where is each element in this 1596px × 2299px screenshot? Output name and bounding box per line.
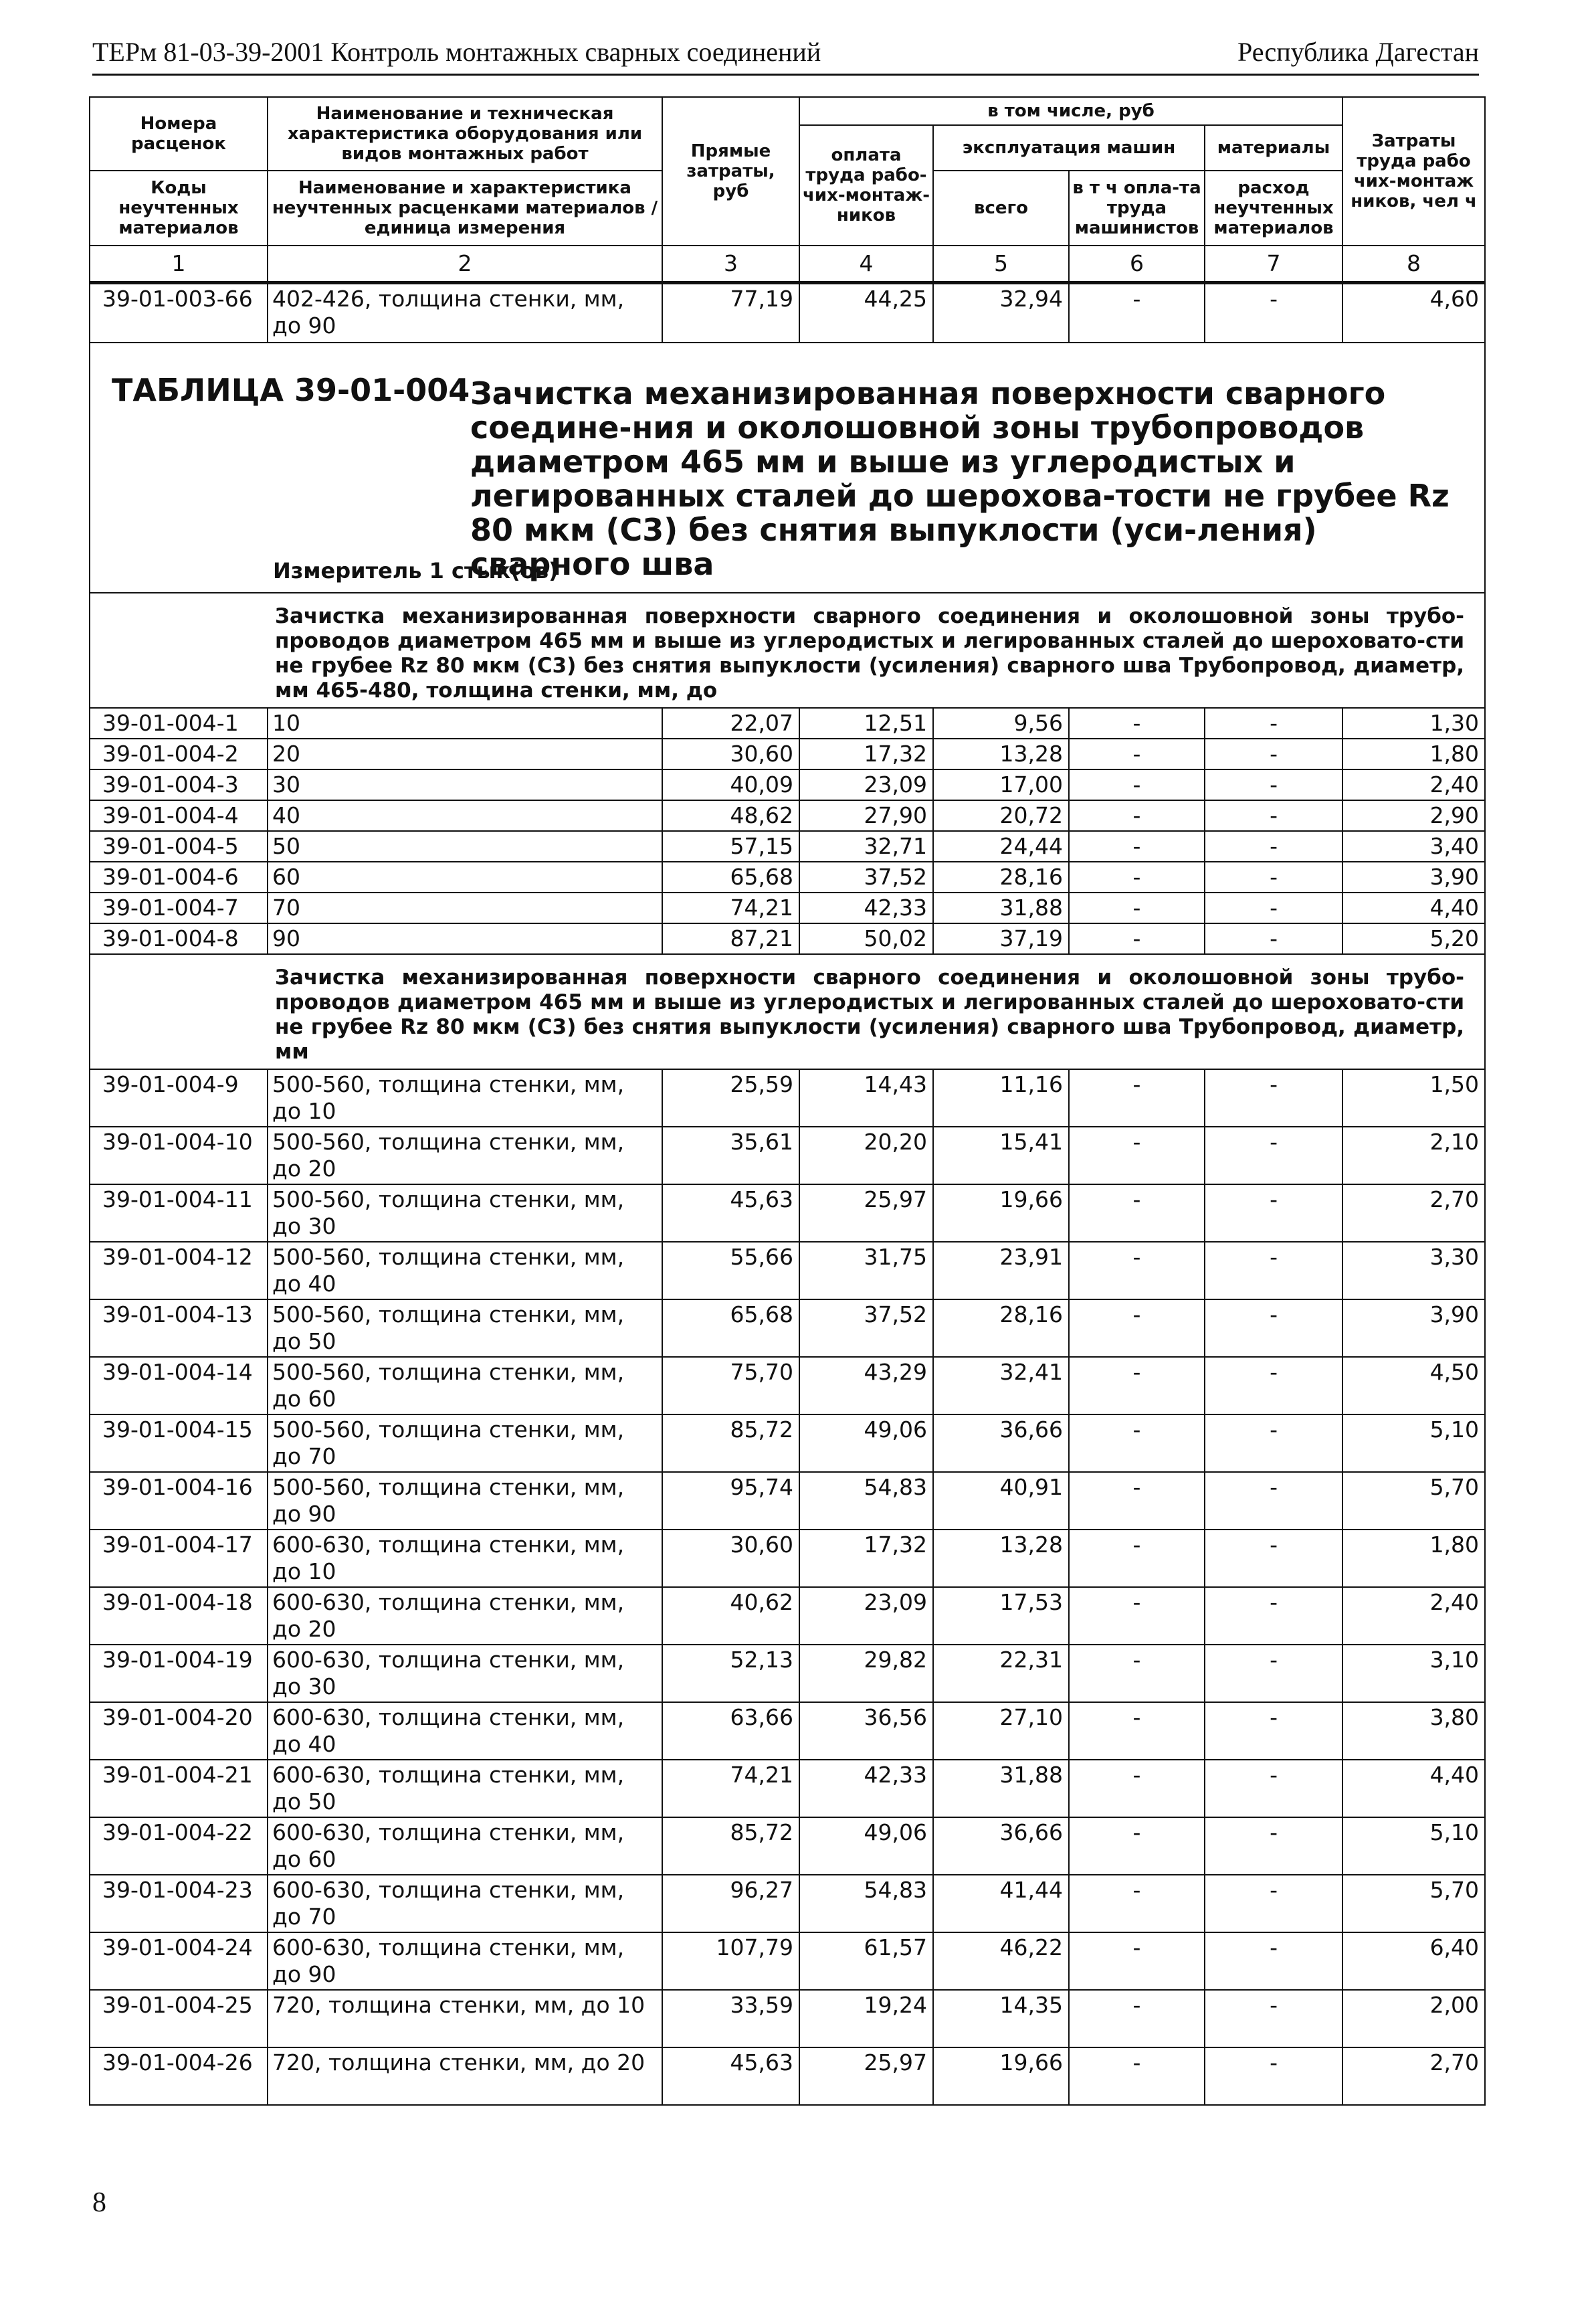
materials-cost: - xyxy=(1205,1587,1342,1645)
machinist-wage: - xyxy=(1069,1299,1205,1357)
rate-name: 90 xyxy=(268,923,662,954)
header-num: 8 xyxy=(1342,246,1485,283)
table-row xyxy=(90,923,1485,954)
machine-cost: 31,88 xyxy=(933,1760,1069,1817)
labor-hours: 2,90 xyxy=(1342,800,1485,831)
materials-cost: - xyxy=(1205,1817,1342,1875)
machine-cost: 14,35 xyxy=(933,1990,1069,2047)
materials-cost: - xyxy=(1205,923,1342,954)
rate-code: 39-01-004-5 xyxy=(90,831,268,862)
labor-hours: 3,80 xyxy=(1342,1702,1485,1760)
running-header-left: ТЕРм 81-03-39-2001 Контроль монтажных сварных соединений xyxy=(92,37,821,67)
machine-cost: 23,91 xyxy=(933,1242,1069,1299)
wage-cost: 23,09 xyxy=(799,769,933,800)
header-col6: в т ч опла-та труда машинистов xyxy=(1069,171,1205,246)
direct-cost: 45,63 xyxy=(662,1184,799,1242)
rate-name: 500-560, толщина стенки, мм, до 60 xyxy=(268,1357,662,1414)
wage-cost: 17,32 xyxy=(799,1530,933,1587)
machine-cost: 28,16 xyxy=(933,862,1069,893)
labor-hours: 4,60 xyxy=(1342,283,1485,343)
materials-cost: - xyxy=(1205,1299,1342,1357)
machinist-wage: - xyxy=(1069,1414,1205,1472)
materials-cost: - xyxy=(1205,1242,1342,1299)
wage-cost: 37,52 xyxy=(799,862,933,893)
labor-hours: 3,90 xyxy=(1342,862,1485,893)
table-row xyxy=(90,283,1485,343)
table-row xyxy=(90,739,1485,769)
materials-cost: - xyxy=(1205,1875,1342,1932)
labor-hours: 5,70 xyxy=(1342,1875,1485,1932)
labor-hours: 2,40 xyxy=(1342,769,1485,800)
wage-cost: 54,83 xyxy=(799,1472,933,1530)
rate-name: 500-560, толщина стенки, мм, до 90 xyxy=(268,1472,662,1530)
rate-name: 600-630, толщина стенки, мм, до 20 xyxy=(268,1587,662,1645)
materials-cost: - xyxy=(1205,1760,1342,1817)
wage-cost: 17,32 xyxy=(799,739,933,769)
table-title: Зачистка механизированная поверхности сварного соедине-ния и околошовной зоны трубопроводов диаметром 465 мм и выше из углеродистых и легированных сталей до шерохова-тости не грубее Rz 80 мкм (С3) без снятия выпуклости (уси-ления) сварного шва xyxy=(470,375,1450,582)
table-row xyxy=(90,862,1485,893)
section-title: Зачистка механизированная поверхности сварного соединения и околошовной зоны трубо-проводов диаметром 465 мм и выше из углеродистых и легированных сталей до шероховато-сти не грубее Rz 80 мкм (С3) без снятия выпуклости (усиления) сварного шва Трубопровод, диаметр, мм xyxy=(275,965,1465,1064)
machine-cost: 36,66 xyxy=(933,1414,1069,1472)
rate-code: 39-01-004-8 xyxy=(90,923,268,954)
rate-name: 70 xyxy=(268,893,662,923)
table-row xyxy=(90,1299,1485,1357)
wage-cost: 42,33 xyxy=(799,893,933,923)
materials-cost: - xyxy=(1205,862,1342,893)
rate-name: 600-630, толщина стенки, мм, до 70 xyxy=(268,1875,662,1932)
table-row xyxy=(90,1242,1485,1299)
wage-cost: 49,06 xyxy=(799,1817,933,1875)
rate-code: 39-01-004-19 xyxy=(90,1645,268,1702)
rate-name: 20 xyxy=(268,739,662,769)
wage-cost: 19,24 xyxy=(799,1990,933,2047)
wage-cost: 32,71 xyxy=(799,831,933,862)
machine-cost: 28,16 xyxy=(933,1299,1069,1357)
rate-code: 39-01-004-24 xyxy=(90,1932,268,1990)
direct-cost: 85,72 xyxy=(662,1414,799,1472)
materials-cost: - xyxy=(1205,1414,1342,1472)
direct-cost: 48,62 xyxy=(662,800,799,831)
table-row xyxy=(90,2047,1485,2105)
wage-cost: 23,09 xyxy=(799,1587,933,1645)
machinist-wage: - xyxy=(1069,1069,1205,1127)
rate-code: 39-01-004-7 xyxy=(90,893,268,923)
rate-code: 39-01-003-66 xyxy=(90,283,268,343)
materials-cost: - xyxy=(1205,1184,1342,1242)
machine-cost: 32,94 xyxy=(933,283,1069,343)
direct-cost: 45,63 xyxy=(662,2047,799,2105)
machine-cost: 13,28 xyxy=(933,739,1069,769)
direct-cost: 52,13 xyxy=(662,1645,799,1702)
machine-cost: 22,31 xyxy=(933,1645,1069,1702)
table-row xyxy=(90,1760,1485,1817)
header-num: 5 xyxy=(933,246,1069,283)
header-col7: расход неучтенных материалов xyxy=(1205,171,1342,246)
rate-code: 39-01-004-4 xyxy=(90,800,268,831)
labor-hours: 1,80 xyxy=(1342,1530,1485,1587)
wage-cost: 29,82 xyxy=(799,1645,933,1702)
direct-cost: 85,72 xyxy=(662,1817,799,1875)
machinist-wage: - xyxy=(1069,1702,1205,1760)
wage-cost: 12,51 xyxy=(799,708,933,739)
table-row xyxy=(90,893,1485,923)
rates-table xyxy=(89,96,1486,2106)
table-row xyxy=(90,800,1485,831)
table-row xyxy=(90,1184,1485,1242)
rate-name: 60 xyxy=(268,862,662,893)
machinist-wage: - xyxy=(1069,831,1205,862)
section-header-row xyxy=(90,954,1485,1069)
direct-cost: 35,61 xyxy=(662,1127,799,1184)
materials-cost: - xyxy=(1205,1069,1342,1127)
machine-cost: 32,41 xyxy=(933,1357,1069,1414)
direct-cost: 74,21 xyxy=(662,893,799,923)
labor-hours: 2,10 xyxy=(1342,1127,1485,1184)
table-row xyxy=(90,1069,1485,1127)
direct-cost: 95,74 xyxy=(662,1472,799,1530)
header-materials: материалы xyxy=(1205,125,1342,171)
header-machines: эксплуатация машин xyxy=(933,125,1205,171)
header-col2-bottom: Наименование и характеристика неучтенных расценками материалов / единица измерения xyxy=(268,171,662,246)
rate-name: 600-630, толщина стенки, мм, до 30 xyxy=(268,1645,662,1702)
machinist-wage: - xyxy=(1069,1760,1205,1817)
rate-name: 50 xyxy=(268,831,662,862)
rate-name: 600-630, толщина стенки, мм, до 60 xyxy=(268,1817,662,1875)
direct-cost: 40,09 xyxy=(662,769,799,800)
materials-cost: - xyxy=(1205,283,1342,343)
machinist-wage: - xyxy=(1069,800,1205,831)
rate-code: 39-01-004-26 xyxy=(90,2047,268,2105)
direct-cost: 40,62 xyxy=(662,1587,799,1645)
table-row xyxy=(90,831,1485,862)
machine-cost: 9,56 xyxy=(933,708,1069,739)
direct-cost: 65,68 xyxy=(662,1299,799,1357)
labor-hours: 3,30 xyxy=(1342,1242,1485,1299)
direct-cost: 33,59 xyxy=(662,1990,799,2047)
materials-cost: - xyxy=(1205,1702,1342,1760)
labor-hours: 3,40 xyxy=(1342,831,1485,862)
wage-cost: 20,20 xyxy=(799,1127,933,1184)
wage-cost: 49,06 xyxy=(799,1414,933,1472)
materials-cost: - xyxy=(1205,893,1342,923)
machine-cost: 19,66 xyxy=(933,2047,1069,2105)
machine-cost: 11,16 xyxy=(933,1069,1069,1127)
table-row xyxy=(90,1414,1485,1472)
labor-hours: 1,80 xyxy=(1342,739,1485,769)
machine-cost: 37,19 xyxy=(933,923,1069,954)
header-col4: оплата труда рабо-чих-монтаж-ников xyxy=(799,125,933,246)
wage-cost: 44,25 xyxy=(799,283,933,343)
labor-hours: 4,50 xyxy=(1342,1357,1485,1414)
direct-cost: 87,21 xyxy=(662,923,799,954)
table-label: ТАБЛИЦА 39-01-004 xyxy=(112,372,470,408)
rate-code: 39-01-004-12 xyxy=(90,1242,268,1299)
direct-cost: 22,07 xyxy=(662,708,799,739)
header-num: 1 xyxy=(90,246,268,283)
table-row xyxy=(90,1702,1485,1760)
table-row xyxy=(90,1587,1485,1645)
rate-name: 10 xyxy=(268,708,662,739)
table-row xyxy=(90,1357,1485,1414)
materials-cost: - xyxy=(1205,1127,1342,1184)
rate-code: 39-01-004-9 xyxy=(90,1069,268,1127)
table-row xyxy=(90,1990,1485,2047)
rate-name: 40 xyxy=(268,800,662,831)
wage-cost: 37,52 xyxy=(799,1299,933,1357)
machine-cost: 13,28 xyxy=(933,1530,1069,1587)
header-col2-top: Наименование и техническая характеристика оборудования или видов монтажных работ xyxy=(268,97,662,171)
machine-cost: 40,91 xyxy=(933,1472,1069,1530)
rate-name: 600-630, толщина стенки, мм, до 40 xyxy=(268,1702,662,1760)
labor-hours: 4,40 xyxy=(1342,893,1485,923)
machinist-wage: - xyxy=(1069,1990,1205,2047)
direct-cost: 57,15 xyxy=(662,831,799,862)
table-row xyxy=(90,1932,1485,1990)
direct-cost: 77,19 xyxy=(662,283,799,343)
machine-cost: 36,66 xyxy=(933,1817,1069,1875)
rate-name: 600-630, толщина стенки, мм, до 50 xyxy=(268,1760,662,1817)
materials-cost: - xyxy=(1205,1990,1342,2047)
rate-name: 500-560, толщина стенки, мм, до 30 xyxy=(268,1184,662,1242)
rate-name: 600-630, толщина стенки, мм, до 90 xyxy=(268,1932,662,1990)
materials-cost: - xyxy=(1205,769,1342,800)
materials-cost: - xyxy=(1205,1472,1342,1530)
labor-hours: 1,50 xyxy=(1342,1069,1485,1127)
rate-code: 39-01-004-18 xyxy=(90,1587,268,1645)
labor-hours: 1,30 xyxy=(1342,708,1485,739)
machinist-wage: - xyxy=(1069,2047,1205,2105)
direct-cost: 25,59 xyxy=(662,1069,799,1127)
machine-cost: 17,00 xyxy=(933,769,1069,800)
direct-cost: 30,60 xyxy=(662,1530,799,1587)
header-group: в том числе, руб xyxy=(799,97,1342,125)
materials-cost: - xyxy=(1205,800,1342,831)
wage-cost: 50,02 xyxy=(799,923,933,954)
machinist-wage: - xyxy=(1069,1472,1205,1530)
section-title: Зачистка механизированная поверхности сварного соединения и околошовной зоны трубо-проводов диаметром 465 мм и выше из углеродистых и легированных сталей до шероховато-сти не грубее Rz 80 мкм (С3) без снятия выпуклости (усиления) сварного шва Трубопровод, диаметр, мм 465-480, толщина стенки, мм, до xyxy=(275,604,1465,703)
table-body xyxy=(90,283,1485,593)
header-num: 7 xyxy=(1205,246,1342,283)
labor-hours: 5,70 xyxy=(1342,1472,1485,1530)
table-row xyxy=(90,1530,1485,1587)
labor-hours: 3,90 xyxy=(1342,1299,1485,1357)
machinist-wage: - xyxy=(1069,1242,1205,1299)
materials-cost: - xyxy=(1205,708,1342,739)
materials-cost: - xyxy=(1205,1645,1342,1702)
direct-cost: 107,79 xyxy=(662,1932,799,1990)
direct-cost: 75,70 xyxy=(662,1357,799,1414)
header-num: 2 xyxy=(268,246,662,283)
header-number-row xyxy=(90,246,1485,283)
labor-hours: 6,40 xyxy=(1342,1932,1485,1990)
table-row xyxy=(90,1817,1485,1875)
rate-code: 39-01-004-6 xyxy=(90,862,268,893)
materials-cost: - xyxy=(1205,2047,1342,2105)
machinist-wage: - xyxy=(1069,769,1205,800)
rate-code: 39-01-004-13 xyxy=(90,1299,268,1357)
header-num: 3 xyxy=(662,246,799,283)
rate-code: 39-01-004-25 xyxy=(90,1990,268,2047)
table-title-row xyxy=(90,343,1485,593)
machine-cost: 31,88 xyxy=(933,893,1069,923)
table-row xyxy=(90,708,1485,739)
header-num: 4 xyxy=(799,246,933,283)
wage-cost: 25,97 xyxy=(799,2047,933,2105)
wage-cost: 25,97 xyxy=(799,1184,933,1242)
rate-name: 30 xyxy=(268,769,662,800)
machine-cost: 20,72 xyxy=(933,800,1069,831)
rate-code: 39-01-004-17 xyxy=(90,1530,268,1587)
direct-cost: 74,21 xyxy=(662,1760,799,1817)
labor-hours: 2,00 xyxy=(1342,1990,1485,2047)
machine-cost: 46,22 xyxy=(933,1932,1069,1990)
machinist-wage: - xyxy=(1069,1645,1205,1702)
labor-hours: 2,70 xyxy=(1342,1184,1485,1242)
header-num: 6 xyxy=(1069,246,1205,283)
machinist-wage: - xyxy=(1069,1530,1205,1587)
machinist-wage: - xyxy=(1069,1817,1205,1875)
table-row xyxy=(90,1127,1485,1184)
rate-code: 39-01-004-2 xyxy=(90,739,268,769)
table-row xyxy=(90,769,1485,800)
machinist-wage: - xyxy=(1069,739,1205,769)
machinist-wage: - xyxy=(1069,1932,1205,1990)
rate-name: 500-560, толщина стенки, мм, до 40 xyxy=(268,1242,662,1299)
running-header xyxy=(92,33,1479,76)
machinist-wage: - xyxy=(1069,708,1205,739)
machinist-wage: - xyxy=(1069,1587,1205,1645)
sections-body xyxy=(90,593,1485,2105)
wage-cost: 43,29 xyxy=(799,1357,933,1414)
labor-hours: 2,40 xyxy=(1342,1587,1485,1645)
running-header-right: Республика Дагестан xyxy=(1237,37,1479,67)
machinist-wage: - xyxy=(1069,1357,1205,1414)
rate-name: 500-560, толщина стенки, мм, до 10 xyxy=(268,1069,662,1127)
labor-hours: 2,70 xyxy=(1342,2047,1485,2105)
table-measure: Измеритель 1 стык(ов) xyxy=(273,558,559,583)
rate-code: 39-01-004-16 xyxy=(90,1472,268,1530)
machinist-wage: - xyxy=(1069,1184,1205,1242)
rate-name: 402-426, толщина стенки, мм, до 90 xyxy=(268,283,662,343)
materials-cost: - xyxy=(1205,1932,1342,1990)
direct-cost: 63,66 xyxy=(662,1702,799,1760)
rate-code: 39-01-004-10 xyxy=(90,1127,268,1184)
machine-cost: 41,44 xyxy=(933,1875,1069,1932)
materials-cost: - xyxy=(1205,1357,1342,1414)
direct-cost: 55,66 xyxy=(662,1242,799,1299)
rate-name: 500-560, толщина стенки, мм, до 70 xyxy=(268,1414,662,1472)
wage-cost: 42,33 xyxy=(799,1760,933,1817)
wage-cost: 61,57 xyxy=(799,1932,933,1990)
table-row xyxy=(90,1875,1485,1932)
labor-hours: 3,10 xyxy=(1342,1645,1485,1702)
materials-cost: - xyxy=(1205,831,1342,862)
rate-code: 39-01-004-1 xyxy=(90,708,268,739)
page-number: 8 xyxy=(92,2187,106,2218)
rate-name: 500-560, толщина стенки, мм, до 20 xyxy=(268,1127,662,1184)
wage-cost: 31,75 xyxy=(799,1242,933,1299)
wage-cost: 14,43 xyxy=(799,1069,933,1127)
machinist-wage: - xyxy=(1069,893,1205,923)
machine-cost: 15,41 xyxy=(933,1127,1069,1184)
header-col5: всего xyxy=(933,171,1069,246)
machinist-wage: - xyxy=(1069,1127,1205,1184)
direct-cost: 96,27 xyxy=(662,1875,799,1932)
wage-cost: 54,83 xyxy=(799,1875,933,1932)
machine-cost: 19,66 xyxy=(933,1184,1069,1242)
machinist-wage: - xyxy=(1069,1875,1205,1932)
machine-cost: 24,44 xyxy=(933,831,1069,862)
rate-name: 500-560, толщина стенки, мм, до 50 xyxy=(268,1299,662,1357)
wage-cost: 27,90 xyxy=(799,800,933,831)
rate-name: 600-630, толщина стенки, мм, до 10 xyxy=(268,1530,662,1587)
labor-hours: 4,40 xyxy=(1342,1760,1485,1817)
rate-code: 39-01-004-20 xyxy=(90,1702,268,1760)
header-col8: Затраты труда рабо чих-монтаж ников, чел ч xyxy=(1342,97,1485,246)
machine-cost: 17,53 xyxy=(933,1587,1069,1645)
labor-hours: 5,10 xyxy=(1342,1817,1485,1875)
wage-cost: 36,56 xyxy=(799,1702,933,1760)
table-row xyxy=(90,1472,1485,1530)
machinist-wage: - xyxy=(1069,862,1205,893)
rate-code: 39-01-004-21 xyxy=(90,1760,268,1817)
direct-cost: 30,60 xyxy=(662,739,799,769)
rate-code: 39-01-004-3 xyxy=(90,769,268,800)
rate-name: 720, толщина стенки, мм, до 20 xyxy=(268,2047,662,2105)
rate-code: 39-01-004-15 xyxy=(90,1414,268,1472)
machine-cost: 27,10 xyxy=(933,1702,1069,1760)
rate-code: 39-01-004-23 xyxy=(90,1875,268,1932)
header-col1-bottom: Коды неучтенных материалов xyxy=(90,171,268,246)
header-col3: Прямые затраты, руб xyxy=(662,97,799,246)
direct-cost: 65,68 xyxy=(662,862,799,893)
materials-cost: - xyxy=(1205,739,1342,769)
rate-name: 720, толщина стенки, мм, до 10 xyxy=(268,1990,662,2047)
machinist-wage: - xyxy=(1069,283,1205,343)
machinist-wage: - xyxy=(1069,923,1205,954)
table-header xyxy=(90,97,1485,283)
materials-cost: - xyxy=(1205,1530,1342,1587)
table-row xyxy=(90,1645,1485,1702)
rate-code: 39-01-004-14 xyxy=(90,1357,268,1414)
section-header-row xyxy=(90,593,1485,708)
header-col1-top: Номера расценок xyxy=(90,97,268,171)
rate-code: 39-01-004-11 xyxy=(90,1184,268,1242)
labor-hours: 5,20 xyxy=(1342,923,1485,954)
labor-hours: 5,10 xyxy=(1342,1414,1485,1472)
rate-code: 39-01-004-22 xyxy=(90,1817,268,1875)
